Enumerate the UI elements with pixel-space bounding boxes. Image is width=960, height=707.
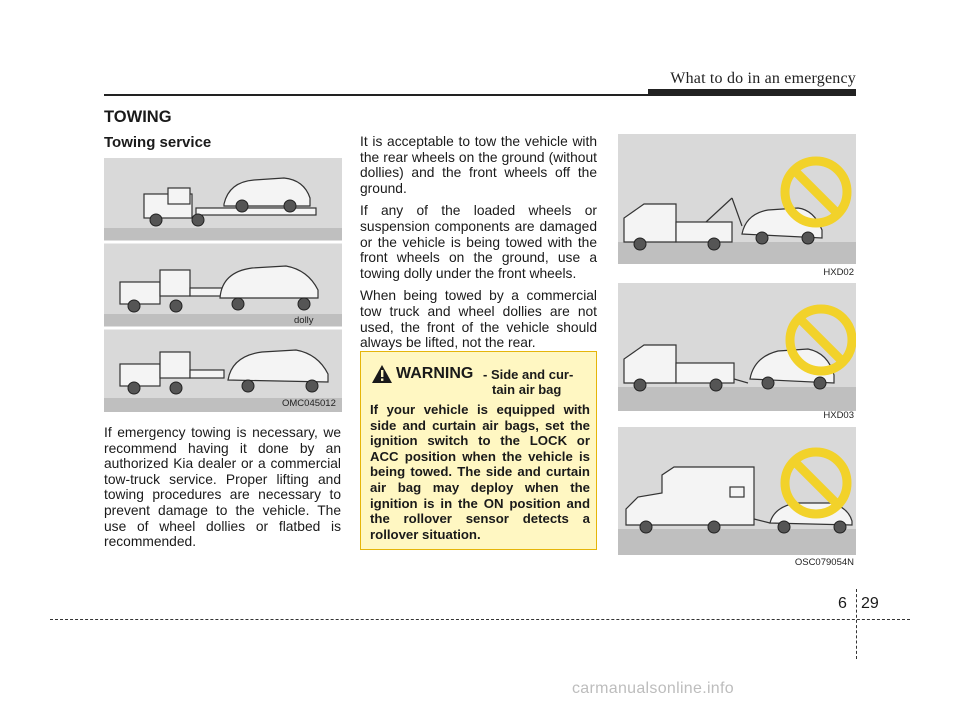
- paragraph-damaged: If any of the loaded wheels or suspension components are damaged or the vehicle is being towed with the front wheels on the ground, use a towing dolly under the front wheels.: [360, 203, 597, 281]
- warning-body: If your vehicle is equipped with side and curtain air bags, set the ignition switch to the LOCK or ACC position when the vehicle is being towed. The side and curtain air bag may deploy when the ignition is in the ON position and the rollover sensor detects a rollover situation.: [370, 402, 590, 542]
- paragraph-rear-wheels: It is acceptable to tow the vehicle with the rear wheels on the ground (without dollies) and the front wheels off the ground.: [360, 134, 597, 196]
- paragraph-commercial-tow: When being towed by a commercial tow truck and wheel dollies are not used, the front of the vehicle should always be lifted, not the rear.: [360, 288, 597, 351]
- footer-divider: [856, 589, 857, 659]
- dolly-label: dolly: [294, 315, 314, 326]
- chapter-number: 6: [838, 595, 847, 612]
- warning-box: [360, 351, 597, 550]
- towing-service-paragraph: If emergency towing is necessary, we recommend having it done by an authorized Kia dealer or a commercial tow-truck service. Proper lifting and towing procedures are necessary to prevent damage to the vehicle. The use of wheel dollies or flatbed is recommended.: [104, 425, 341, 550]
- towing-figure-left: [104, 158, 342, 412]
- towing-instructions: [360, 134, 597, 358]
- footer-rule: [50, 619, 910, 620]
- towing-figure-hxd03: [618, 283, 856, 425]
- towing-illustration-left: [104, 158, 342, 412]
- warning-heading: WARNING: [396, 365, 474, 382]
- warning-subheading-2: tain air bag: [492, 382, 562, 397]
- towing-figure-hxd02: [618, 134, 856, 282]
- figure-code-left: OMC045012: [282, 398, 336, 409]
- warning-subheading-1: - Side and cur-: [483, 367, 574, 382]
- figure-code-hxd03: HXD03: [823, 410, 854, 421]
- header-title: What to do in an emergency: [670, 70, 856, 87]
- watermark-link[interactable]: carmanualsonline.info: [572, 680, 734, 697]
- header-rule: [104, 94, 856, 96]
- towing-figure-osc079054n: [618, 427, 856, 570]
- subsection-title: Towing service: [104, 134, 212, 151]
- tow-improper-illustration-1: [618, 134, 856, 264]
- figure-code-osc079054n: OSC079054N: [794, 557, 854, 568]
- page-number: 29: [861, 595, 879, 612]
- figure-code-hxd02: HXD02: [823, 267, 854, 278]
- section-title: TOWING: [104, 108, 172, 126]
- warning-triangle-icon: [371, 364, 393, 384]
- tow-improper-illustration-2: [618, 283, 856, 411]
- tow-improper-illustration-3: [618, 427, 856, 555]
